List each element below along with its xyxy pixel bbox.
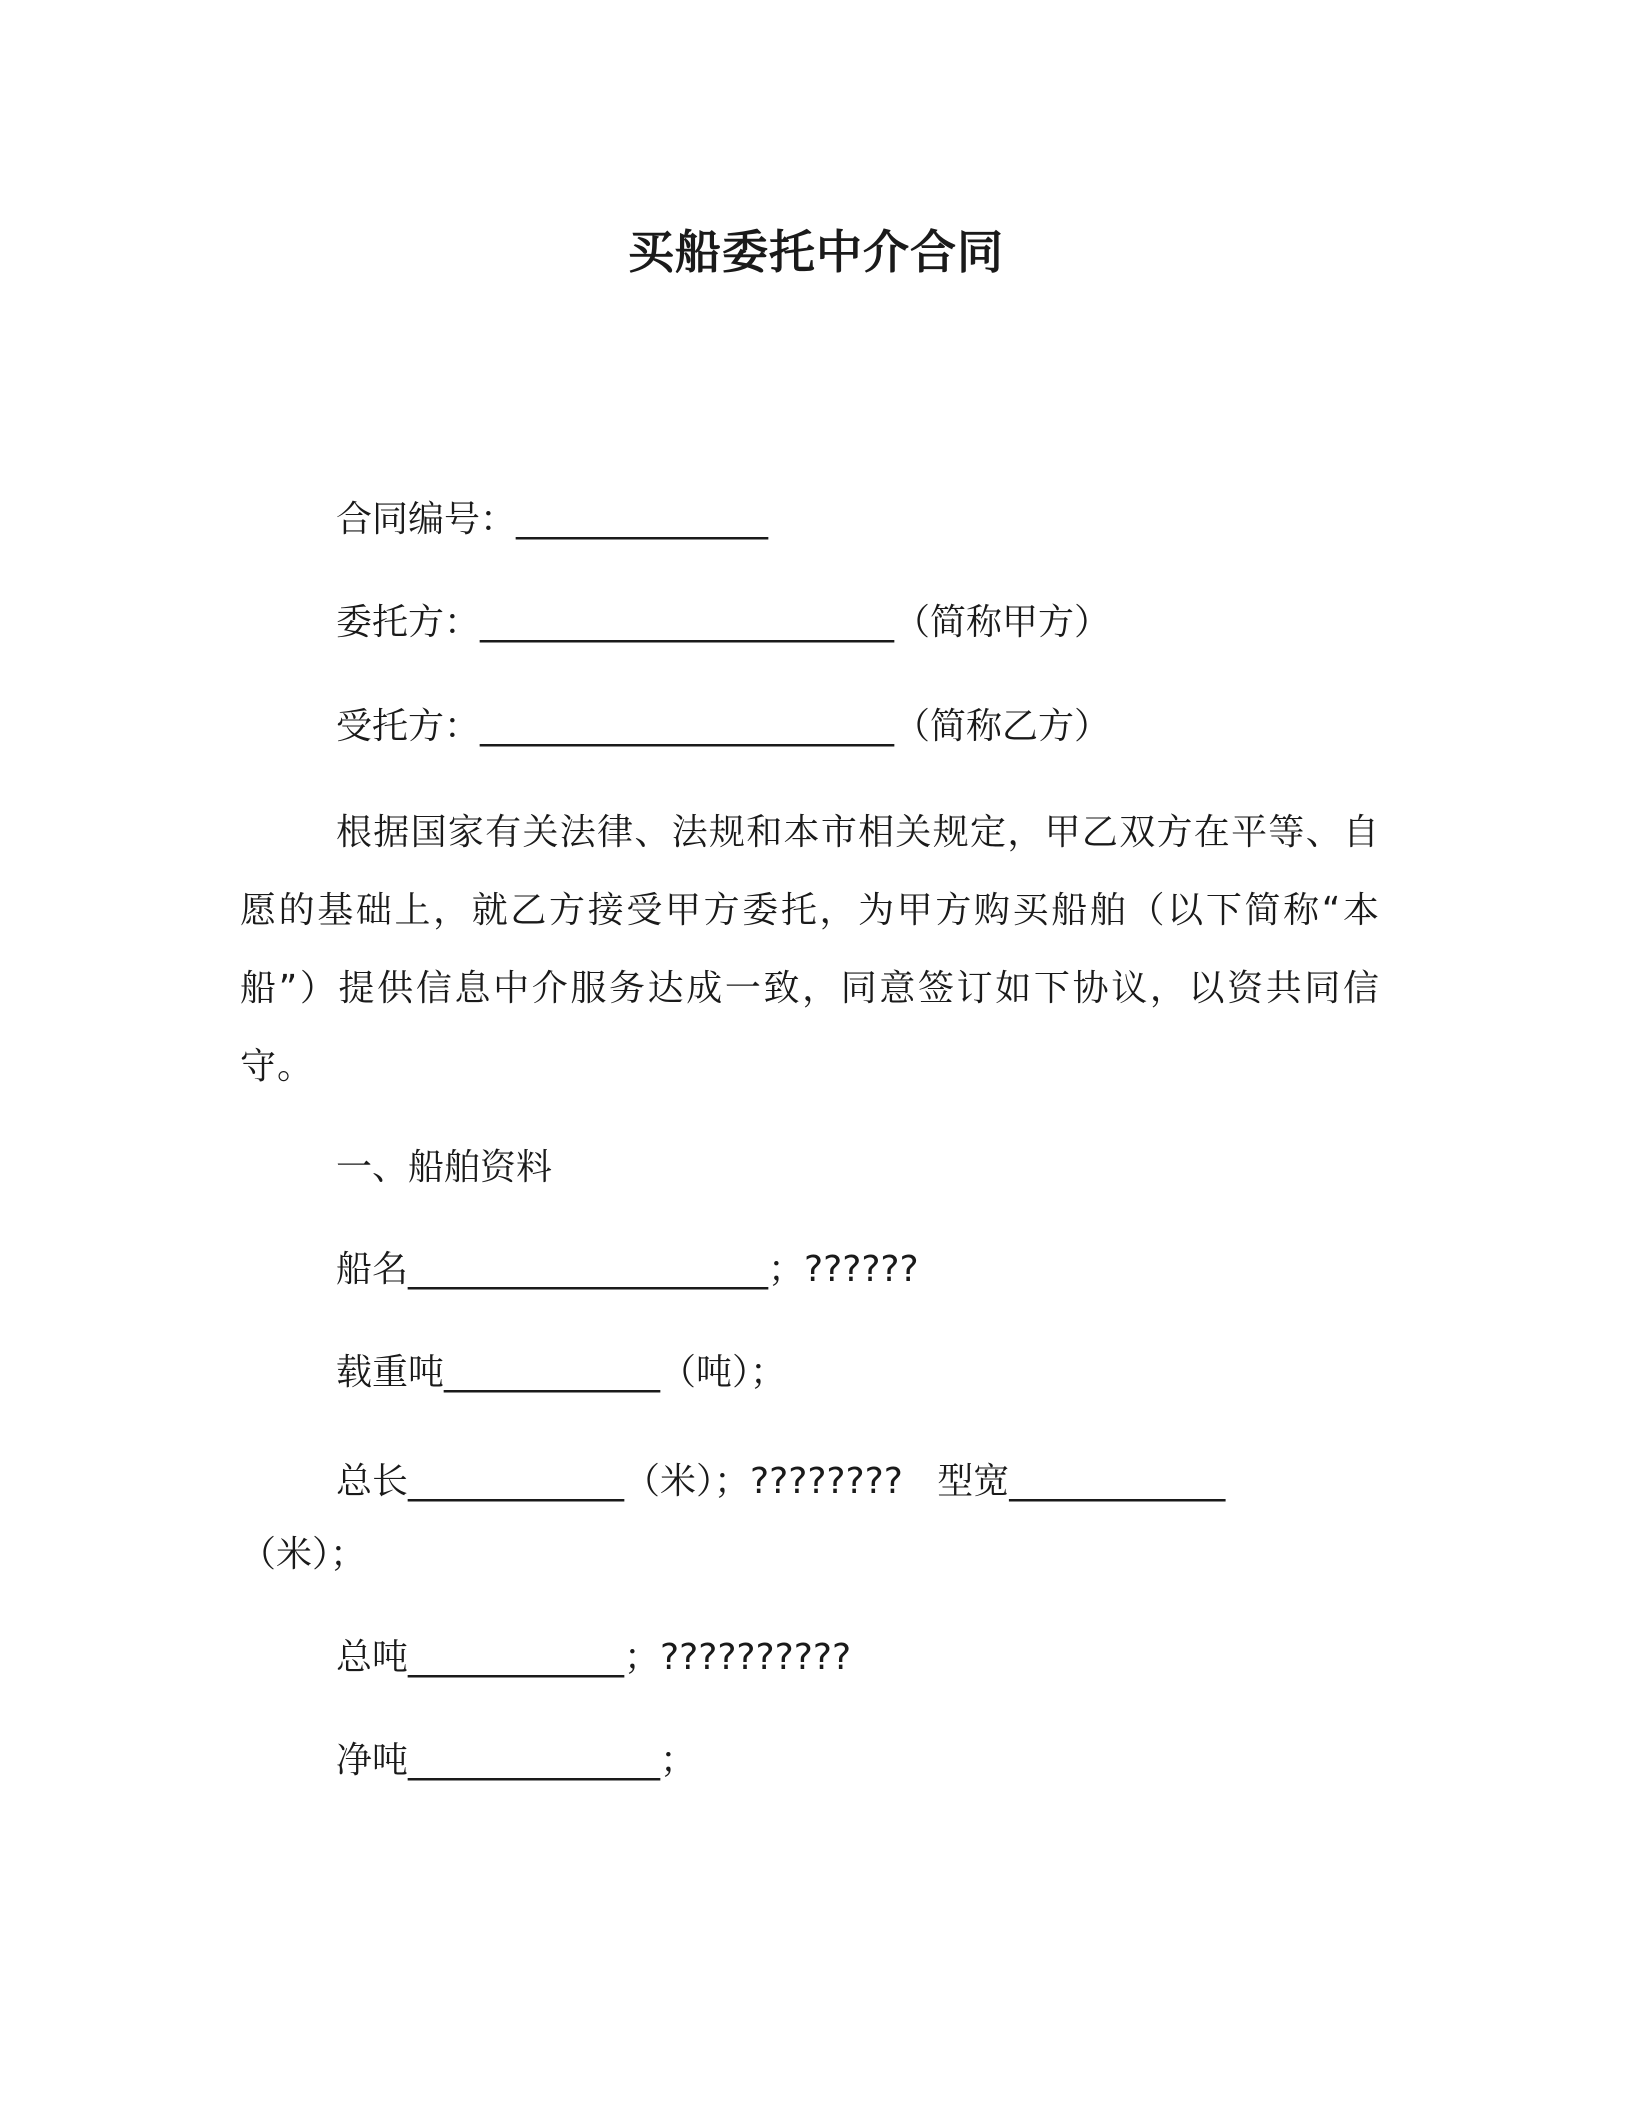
gross-tonnage-line: 总吨____________；?????????? — [336, 1637, 852, 1678]
preamble-paragraph: 根据国家有关法律、法规和本市相关规定，甲乙双方在平等、自愿的基础上，就乙方接受甲方委托，为甲方购买船舶（以下简称“本船”）提供信息中介服务达成一致，同意签订如下协议，以资共同信守。 — [240, 812, 1380, 1087]
section-heading-ship-info: 一、船舶资料 — [336, 1147, 553, 1188]
party-b-line: 受托方：_______________________（简称乙方） — [336, 706, 1111, 747]
party-a-line: 委托方：_______________________（简称甲方） — [336, 602, 1111, 643]
length-beam-line: 总长____________（米）；???????? 型宽____________ — [336, 1461, 1226, 1502]
length-beam-continuation: （米）； — [240, 1534, 367, 1575]
ship-name-line: 船名____________________；?????? — [336, 1249, 919, 1290]
document-title: 买船委托中介合同 — [628, 225, 1004, 279]
contract-number-line: 合同编号：______________ — [336, 499, 769, 540]
net-tonnage-line: 净吨______________； — [336, 1740, 697, 1781]
deadweight-line: 载重吨____________（吨）； — [336, 1352, 787, 1393]
